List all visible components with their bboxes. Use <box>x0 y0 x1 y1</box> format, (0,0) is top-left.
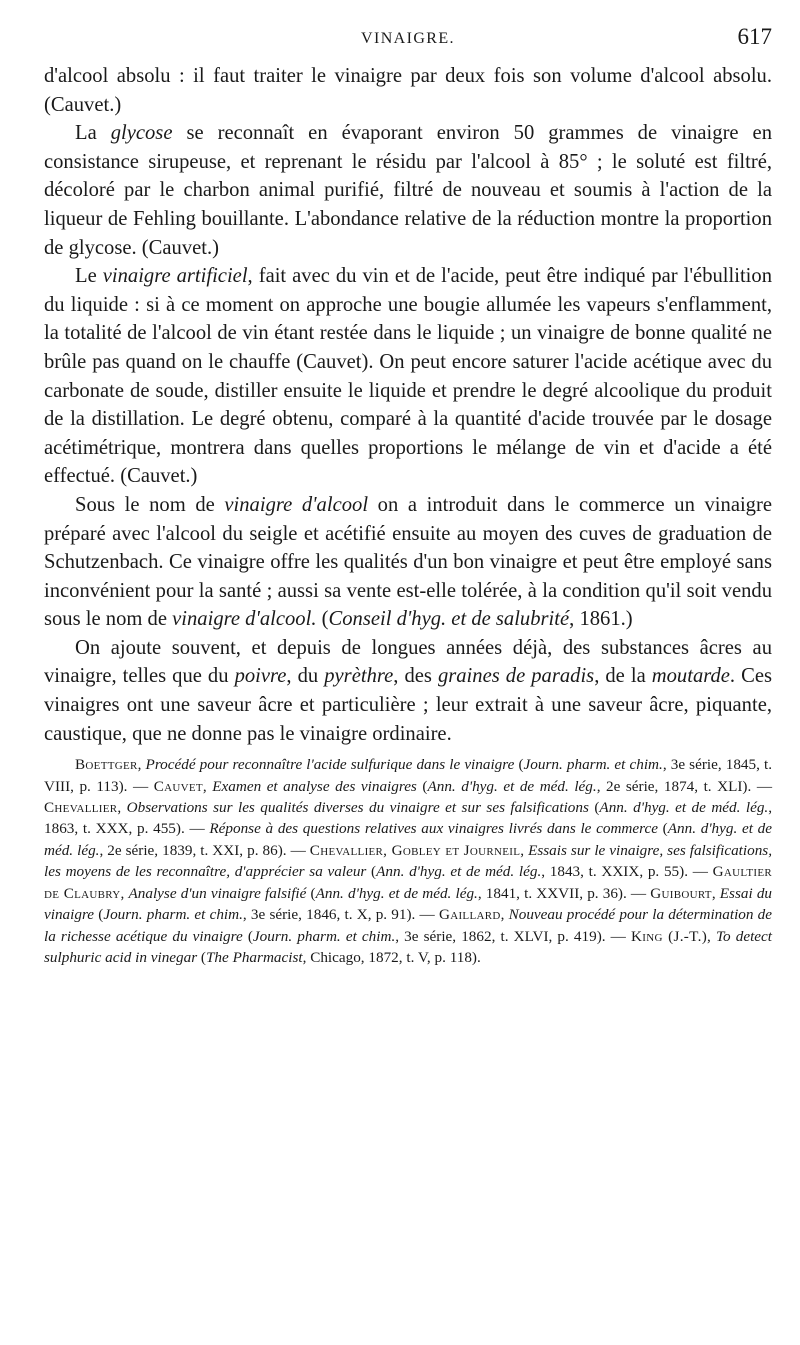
paragraph-text: On ajoute souvent, et depuis de longues années déjà, des substances âcres au vinaigre, telles que du <box>44 636 772 688</box>
ref-title: Examen et analyse des vinaigres <box>212 777 417 795</box>
term-glycose: glycose <box>110 122 173 145</box>
ref-details: , 3e série, 1845, t. VIII, p. 113). — <box>44 756 773 795</box>
paragraph-glycose <box>44 119 772 262</box>
term-moutarde: moutarde <box>651 665 730 688</box>
term-graines-de-paradis: graines de paradis <box>437 665 595 688</box>
ref-details: , 3e série, 1846, t. X, p. 91). — <box>242 906 439 924</box>
term-vinaigre-artificiel: vinaigre artificiel <box>102 265 248 288</box>
paragraph-text: se reconnaît en évaporant environ 50 grammes de vinaigre en consistance sirupeuse, et reprenant le résidu par l'alcool à 85° ; le soluté est filtré, décoloré par le charbon animal purifié, filtré de nouveau et soumis à l'action de la liqueur de Fehling bouillante. L'abondance relative de la réduction montre la proportion de glycose. (Cauvet.) <box>44 122 772 259</box>
paragraph-text: , du <box>286 665 325 688</box>
running-title: VINAIGRE. <box>361 30 455 47</box>
bibliography <box>44 754 772 968</box>
paragraph-lead: Le <box>75 265 103 288</box>
ref-title: Essais sur le vinaigre, ses falsifications, les moyens de les reconnaître, d'apprécier sa valeur <box>44 841 773 881</box>
ref-author: Chevallier, Gobley et Journeil <box>309 841 521 859</box>
paragraph-text: d'alcool absolu : il faut traiter le vinaigre par deux fois son volume d'alcool absolu. (Cauvet.) <box>44 65 772 116</box>
ref-title: Analyse d'un vinaigre falsifié <box>128 884 307 902</box>
body-text <box>44 62 772 748</box>
ref-details: , Chicago, 1872, t. V, p. 118). <box>302 948 481 966</box>
ref-details: , 1841, t. XXVII, p. 36). — <box>477 884 651 902</box>
ref-title: To detect sulphuric acid in vinegar <box>44 927 772 966</box>
paragraph-lead: Sous le nom de <box>75 493 225 516</box>
ref-author: Chevallier <box>44 799 118 817</box>
term-pyrethre: pyrèthre <box>324 665 394 688</box>
paragraph-lead: La <box>75 122 111 145</box>
paren-open: ( <box>316 608 329 631</box>
paragraph-substances-acres <box>44 634 772 748</box>
ref-source: Ann. d'hyg. et de méd. lég. <box>376 863 542 881</box>
ref-title: Essai du vinaigre <box>44 884 773 924</box>
ref-author: King (J.-T.) <box>630 927 708 945</box>
ref-details: , 2e série, 1874, t. XLI). — <box>596 777 773 795</box>
source-conseil-hygiene: Conseil d'hyg. et de salubrité <box>328 608 570 631</box>
paragraph-text: , fait avec du vin et de l'acide, peut être indiqué par l'ébullition du liquide : si à ce moment on approche une bougie allumée les vapeurs s'enflamment, la totalité de l'alcool de vin étant restée dans le liquide ; un vinaigre de bonne qualité ne brûle pas quand on le chauffe (Cauvet). On peut encore saturer l'acide acétique avec du carbonate de soude, distiller ensuite le liquide et prendre le degré alcoolique du produit de la distillation. Le degré obtenu, comparé à la quantité d'acide trouvée par le dosage acétimétrique, montrera dans quelles proportions le mélange de vin et d'acide a été effectué. (Cauvet.) <box>44 265 772 488</box>
ref-author: Gaillard <box>438 906 501 924</box>
ref-details: , 3e série, 1862, t. XLVI, p. 419). — <box>395 927 631 945</box>
paragraph-text: , des <box>393 665 438 688</box>
ref-source: Ann. d'hyg. et de méd. lég. <box>315 884 478 902</box>
ref-author: Cauvet <box>153 777 203 795</box>
ref-source: The Pharmacist <box>205 948 303 966</box>
term-poivre: poivre <box>234 665 287 688</box>
source-year: , 1861.) <box>569 608 633 631</box>
term-vinaigre-alcool-2: vinaigre d'alcool. <box>172 608 317 631</box>
ref-source: Journ. pharm. et chim. <box>103 906 243 924</box>
ref-title: Réponse à des questions relatives aux vinaigres livrés dans le commerce <box>209 820 658 838</box>
paragraph-vinaigre-alcool <box>44 491 772 634</box>
ref-title: Procédé pour reconnaître l'acide sulfurique dans le vinaigre <box>145 756 515 774</box>
running-head <box>44 22 772 62</box>
ref-details: , 1843, t. XXIX, p. 55). — <box>541 863 713 881</box>
bibliography-paragraph: Boettger, Procédé pour reconnaître l'acide sulfurique dans le vinaigre (Journ. pharm. et chim., 3e série, 1845, t. VIII, p. 113). — Cauvet, Examen et analyse des vinaigres (Ann. d'hyg. et de méd. lég., 2e série, 1874, t. XLI). — Chevallier, Observations sur les qualités diverses du vinaigre et sur ses falsifications (Ann. d'hyg. et de méd. lég., 1863, t. XXX, p. 455). — Réponse à des questions relatives aux vinaigres livrés dans le commerce (Ann. d'hyg. et de méd. lég., 2e série, 1839, t. XXI, p. 86). — Chevallier, Gobley et Journeil, Essais sur le vinaigre, ses falsifications, les moyens de les reconnaître, d'apprécier sa valeur (Ann. d'hyg. et de méd. lég., 1843, t. XXIX, p. 55). — Gaultier de Claubry, Analyse d'un vinaigre falsifié (Ann. d'hyg. et de méd. lég., 1841, t. XXVII, p. 36). — Guibourt, Essai du vinaigre (Journ. pharm. et chim., 3e série, 1846, t. X, p. 91). — Gaillard, Nouveau procédé pour la détermination de la richesse acétique du vinaigre (Journ. pharm. et chim., 3e série, 1862, t. XLVI, p. 419). — King (J.-T.), To detect sulphuric acid in vinegar (The Pharmacist, Chicago, 1872, t. V, p. 118). <box>44 756 773 966</box>
ref-source: Ann. d'hyg. et de méd. lég. <box>599 799 769 817</box>
ref-details: , 2e série, 1839, t. XXI, p. 86). — <box>99 841 310 859</box>
ref-details: , 1863, t. XXX, p. 455). — <box>44 799 773 838</box>
ref-source: Journ. pharm. et chim. <box>252 927 396 945</box>
ref-title: Observations sur les qualités diverses du vinaigre et sur ses falsifications <box>126 799 589 817</box>
ref-author: Boettger <box>75 756 138 774</box>
term-vinaigre-alcool: vinaigre d'alcool <box>224 493 369 516</box>
paragraph-alcool-absolu <box>44 62 772 119</box>
ref-author: Guibourt <box>650 884 712 902</box>
paragraph-vinaigre-artificiel <box>44 262 772 491</box>
paragraph-text: . Ces vinaigres ont une saveur âcre et particulière ; leur extrait à une saveur âcre, piquante, caustique, que ne donne pas le vinaigre ordinaire. <box>44 665 772 745</box>
paragraph-text: , de la <box>594 665 652 688</box>
page-number: 617 <box>737 24 772 49</box>
book-page <box>44 0 772 968</box>
paragraph-text: on a introduit dans le commerce un vinaigre préparé avec l'alcool du seigle et acétifié ensuite au moyen des cuves de graduation de Schutzenbach. Ce vinaigre offre les qualités d'un bon vinaigre et peut être employé sans inconvénient pour la santé ; aussi sa vente est-elle tolérée, à la condition qu'il soit vendu sous le nom de <box>44 493 772 631</box>
ref-source: Ann. d'hyg. et de méd. lég. <box>44 820 772 859</box>
ref-source: Ann. d'hyg. et de méd. lég. <box>427 777 597 795</box>
ref-author: Gaultier de Claubry <box>44 863 773 902</box>
ref-title: Nouveau procédé pour la détermination de la richesse acétique du vinaigre <box>44 906 773 945</box>
ref-source: Journ. pharm. et chim. <box>523 756 663 774</box>
